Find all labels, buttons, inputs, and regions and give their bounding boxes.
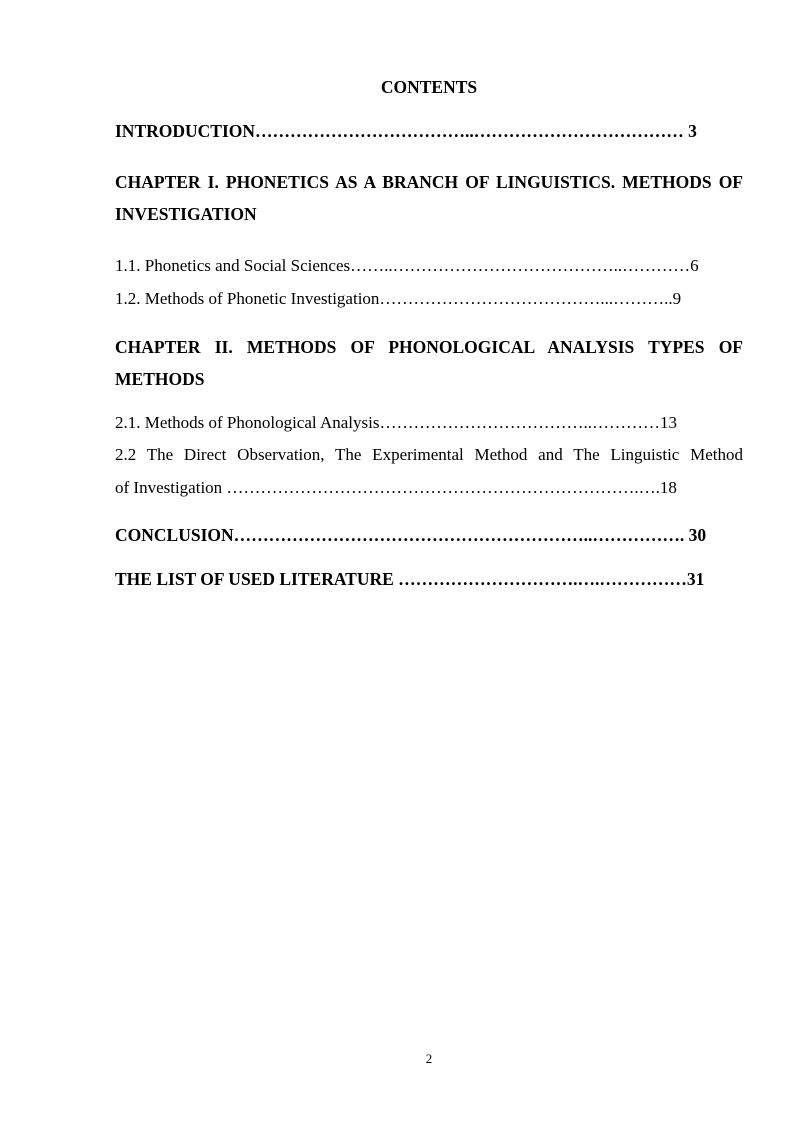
toc-entry-2-1: 2.1. Methods of Phonological Analysis………………………………..…………13 xyxy=(115,413,677,432)
toc-entry-1-1: 1.1. Phonetics and Social Sciences……..…………………………………..…………6 xyxy=(115,256,699,275)
toc-entry-literature: THE LIST OF USED LITERATURE ………………………….….……………31 xyxy=(115,569,705,589)
toc-chapter-1-title: CHAPTER I. PHONETICS AS A BRANCH OF LINGUISTICS. METHODS OF INVESTIGATION xyxy=(115,172,743,224)
toc-chapter-2-title: CHAPTER II. METHODS OF PHONOLOGICAL ANALYSIS TYPES OF METHODS xyxy=(115,337,743,389)
toc-entry-2-2-line-2: of Investigation ……………………………………………………………….….18 xyxy=(115,478,677,497)
toc-entry-1-2: 1.2. Methods of Phonetic Investigation…………………………………...………..9 xyxy=(115,289,682,308)
contents-heading: CONTENTS xyxy=(380,77,478,97)
toc-entry-introduction: INTRODUCTION………………………………..……………………………… 3 xyxy=(115,121,697,141)
toc-entry-conclusion: CONCLUSION……………………………………………………..……………. 30 xyxy=(115,525,707,545)
toc-entry-2-2-line-1: 2.2 The Direct Observation, The Experimental Method and The Linguistic Method xyxy=(115,445,743,464)
page-number: 2 xyxy=(425,1051,433,1066)
